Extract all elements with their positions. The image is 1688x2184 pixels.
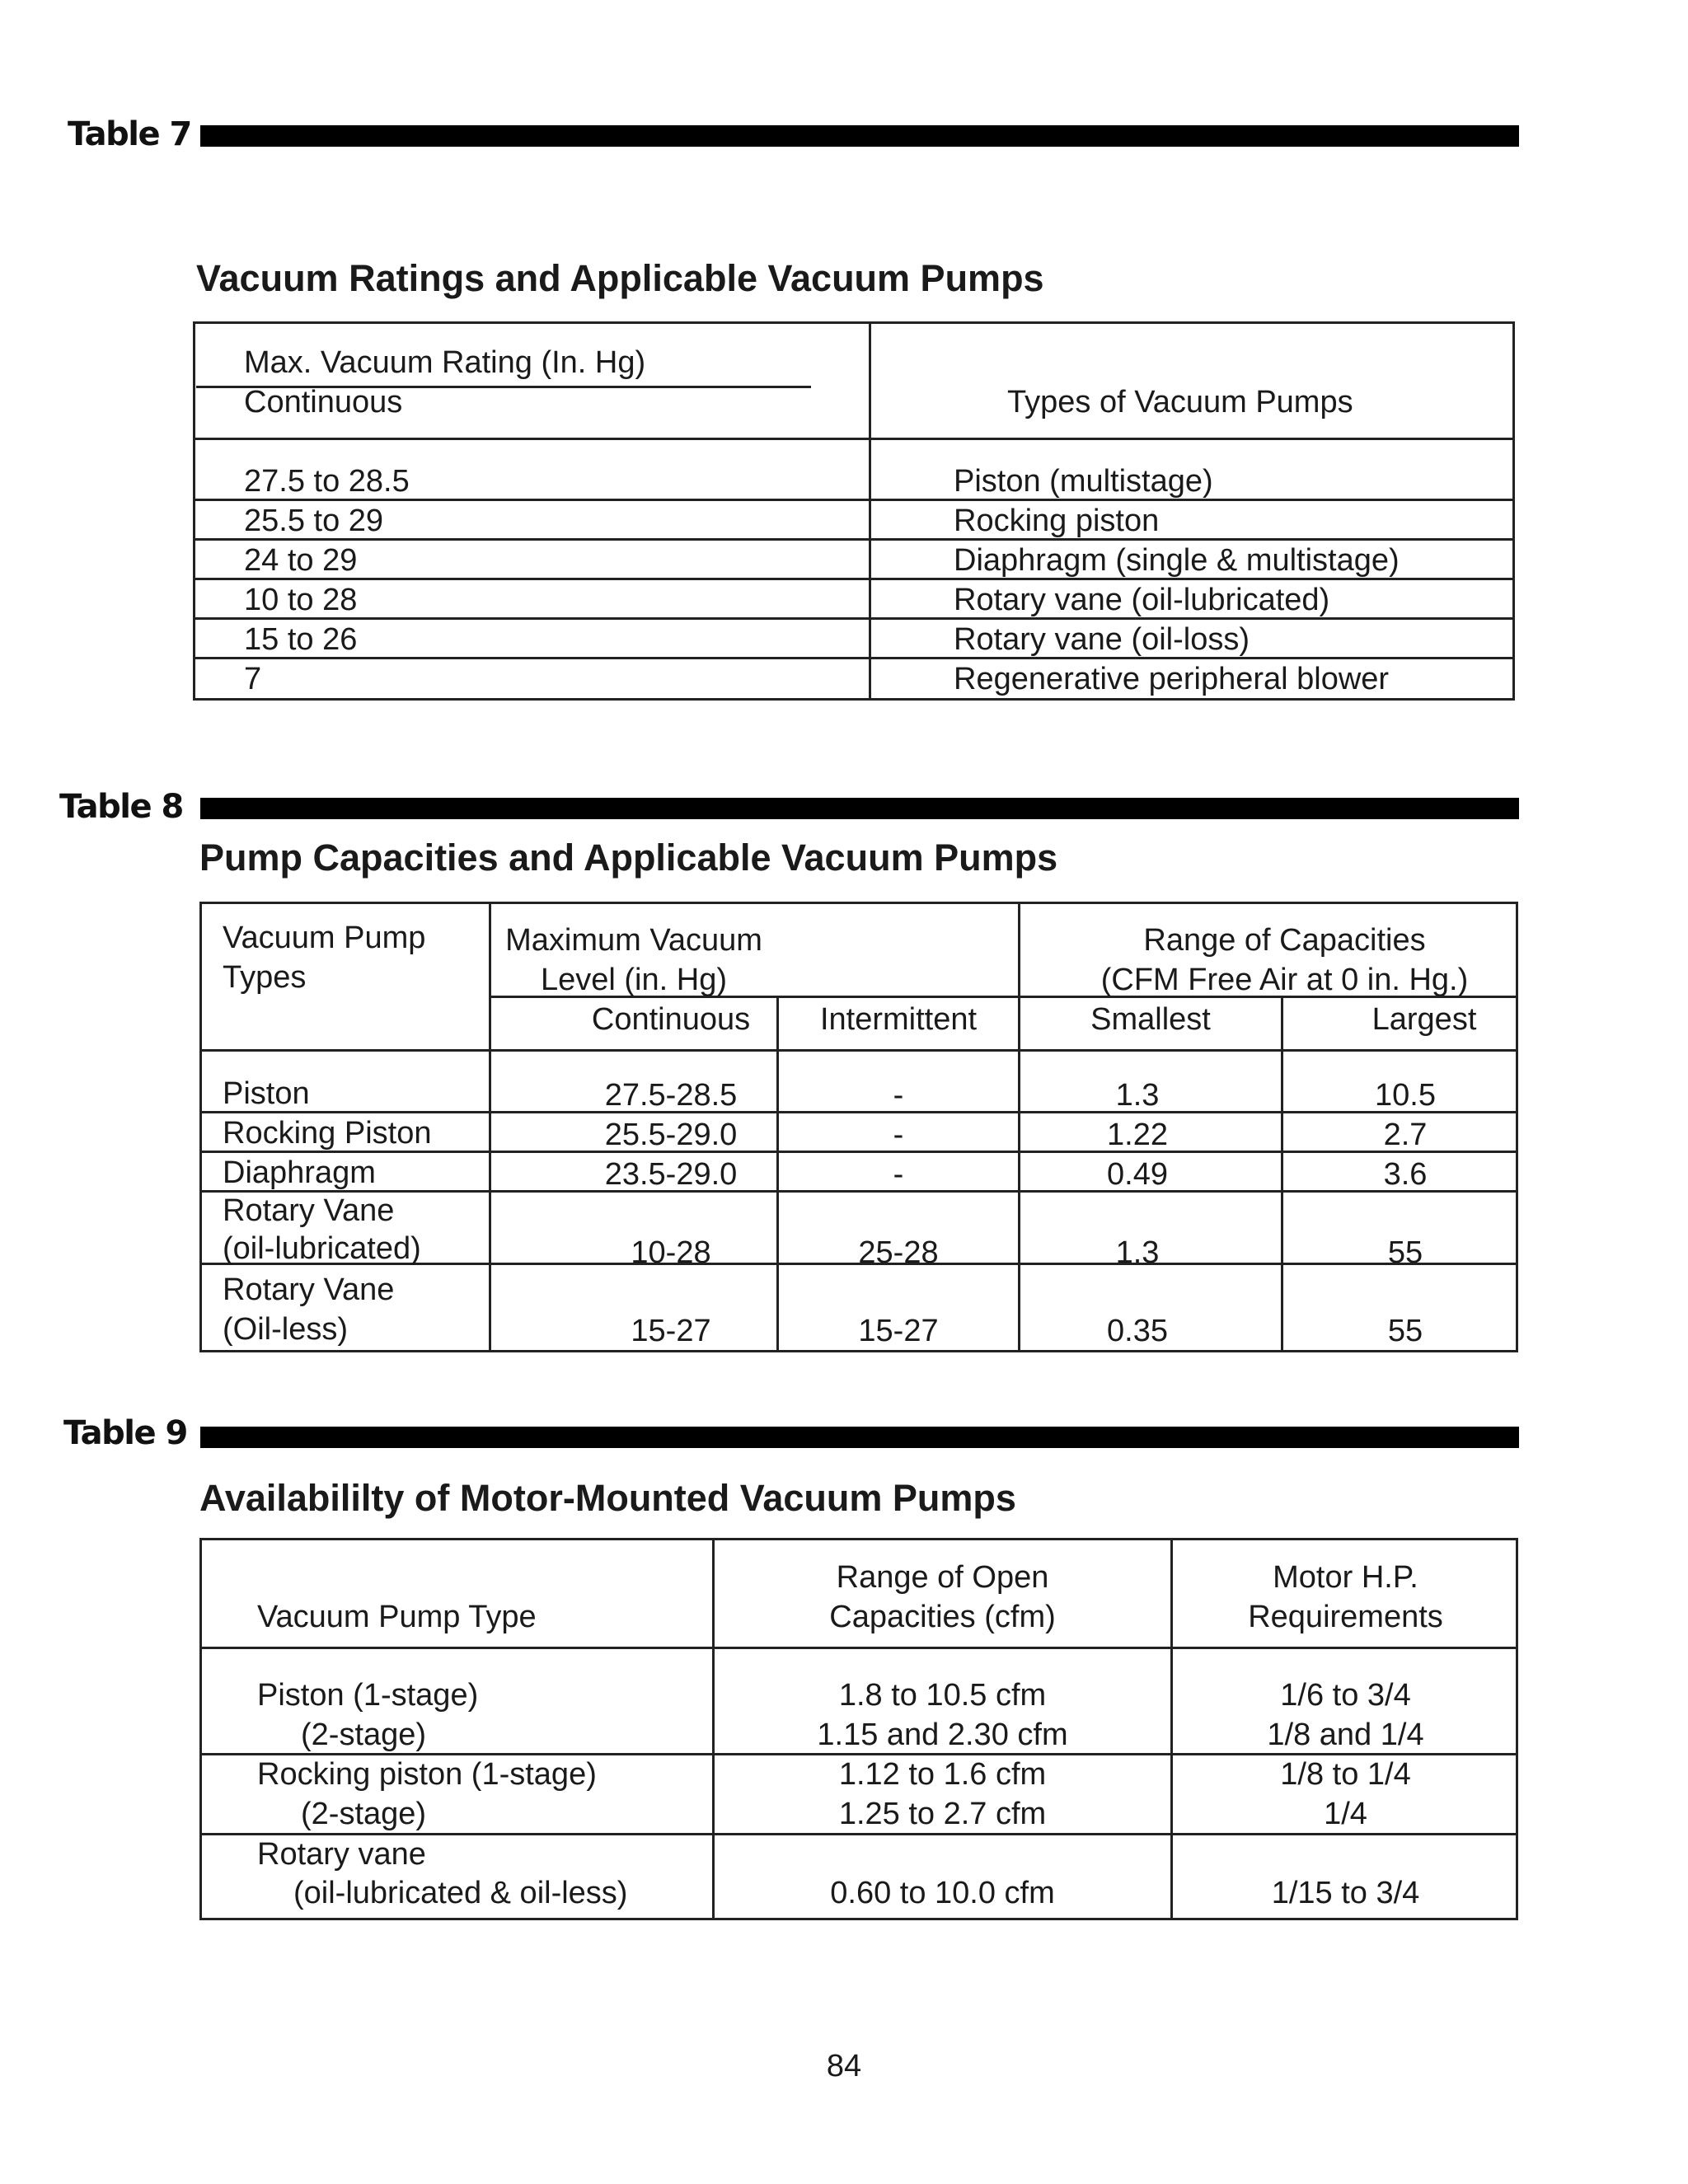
table-7-pump-type: Regenerative peripheral blower xyxy=(954,662,1390,696)
table-8-continuous: 10-28 xyxy=(631,1235,711,1270)
table-8-title: Pump Capacities and Applicable Vacuum Pumps xyxy=(199,837,1058,879)
table-9-capacity: 1.8 to 10.5 cfm xyxy=(838,1678,1047,1713)
table-9-title: Availabililty of Motor-Mounted Vacuum Pumps xyxy=(199,1477,1016,1519)
table-8-largest: 2.7 xyxy=(1383,1118,1428,1152)
table-8-smallest: 1.3 xyxy=(1115,1235,1160,1270)
table-9-label: Table 9 xyxy=(63,1414,187,1452)
table-8-header-types: Types xyxy=(223,960,307,995)
table-8-pump-type: Rocking Piston xyxy=(223,1116,432,1151)
table-8-header-smallest: Smallest xyxy=(1090,1002,1211,1037)
table-8-pump-type: Rotary Vane xyxy=(223,1193,395,1228)
table-9-motor-hp: 1/4 xyxy=(1324,1797,1367,1831)
table-9-capacity: 0.60 to 10.0 cfm xyxy=(830,1876,1055,1910)
table-9-pump-stage: (2-stage) xyxy=(301,1718,427,1752)
table-8-header-largest: Largest xyxy=(1372,1002,1477,1037)
table-8-continuous: 25.5-29.0 xyxy=(604,1118,738,1152)
page-number: 84 xyxy=(826,2049,862,2083)
table-8-header-range: Range of Capacities xyxy=(1143,923,1426,958)
table-9-pump-stage: (oil-lubricated & oil-less) xyxy=(293,1876,628,1910)
table-8-pump-type-detail: (oil-lubricated) xyxy=(223,1231,421,1266)
table-9-header-type: Vacuum Pump Type xyxy=(257,1600,537,1634)
table-7-title: Vacuum Ratings and Applicable Vacuum Pumps xyxy=(196,257,1044,299)
table-8-intermittent: - xyxy=(893,1118,904,1152)
table-7-pump-type: Piston (multistage) xyxy=(954,464,1213,499)
table-8-intermittent: 25-28 xyxy=(858,1235,939,1270)
table-7-rating: 15 to 26 xyxy=(244,622,358,657)
table-8-largest: 3.6 xyxy=(1383,1157,1428,1192)
table-8-smallest: 0.35 xyxy=(1107,1314,1168,1348)
table-7-header-continuous: Continuous xyxy=(244,385,403,419)
table-8-label: Table 8 xyxy=(59,788,183,826)
table-8-pump-type: Piston xyxy=(223,1076,310,1111)
table-8-largest: 10.5 xyxy=(1375,1078,1436,1113)
table-7-pump-type: Rotary vane (oil-loss) xyxy=(954,622,1250,657)
table-9-pump-type: Piston (1-stage) xyxy=(257,1678,479,1713)
table-8-header-types: Vacuum Pump xyxy=(223,921,426,955)
table-7-header-max-vacuum: Max. Vacuum Rating (In. Hg) xyxy=(244,345,646,380)
table-9-pump-type: Rotary vane xyxy=(257,1837,426,1872)
table-9-motor-hp: 1/15 to 3/4 xyxy=(1271,1876,1420,1910)
table-8-continuous: 23.5-29.0 xyxy=(604,1157,738,1192)
table-8-header-max-vacuum: Maximum Vacuum xyxy=(505,923,762,958)
table-9-capacity: 1.15 and 2.30 cfm xyxy=(817,1718,1068,1752)
table-8-header-max-vacuum: Level (in. Hg) xyxy=(541,963,727,997)
table-7-pump-type: Rocking piston xyxy=(954,504,1160,538)
table-8-pump-type-detail: (Oil-less) xyxy=(223,1312,348,1347)
table-9-header-capacity: Capacities (cfm) xyxy=(829,1600,1056,1634)
table-7-label: Table 7 xyxy=(68,115,191,153)
table-7-rating: 27.5 to 28.5 xyxy=(244,464,410,499)
table-8-header-intermittent: Intermittent xyxy=(819,1002,978,1037)
table-9-capacity: 1.25 to 2.7 cfm xyxy=(838,1797,1047,1831)
table-8-header-range: (CFM Free Air at 0 in. Hg.) xyxy=(1100,963,1469,997)
table-8-pump-type: Diaphragm xyxy=(223,1155,376,1190)
table-8-smallest: 1.3 xyxy=(1115,1078,1160,1113)
table-7-pump-type: Diaphragm (single & multistage) xyxy=(954,543,1400,578)
table-8-largest: 55 xyxy=(1387,1314,1423,1348)
table-9-motor-hp: 1/6 to 3/4 xyxy=(1280,1678,1411,1713)
table-8-intermittent: - xyxy=(893,1078,904,1113)
table-7-rating: 10 to 28 xyxy=(244,583,358,617)
table-7-rating: 25.5 to 29 xyxy=(244,504,384,538)
table-7-header-bottom xyxy=(193,438,1515,440)
table-9-rule xyxy=(200,1427,1519,1448)
table-7-divider xyxy=(869,321,871,701)
table-8-pump-type: Rotary Vane xyxy=(223,1272,395,1307)
table-9-header-motor: Motor H.P. xyxy=(1273,1560,1418,1595)
table-7-rule xyxy=(200,125,1519,147)
table-8-smallest: 0.49 xyxy=(1107,1157,1168,1192)
table-8-continuous: 27.5-28.5 xyxy=(604,1078,738,1113)
table-8-header-continuous: Continuous xyxy=(591,1002,751,1037)
table-9-header-motor: Requirements xyxy=(1248,1600,1443,1634)
table-9-header-capacity: Range of Open xyxy=(836,1560,1049,1595)
table-7-pump-type: Rotary vane (oil-lubricated) xyxy=(954,583,1330,617)
table-9-pump-type: Rocking piston (1-stage) xyxy=(257,1757,597,1792)
table-8-rule xyxy=(200,798,1519,819)
table-8-largest: 55 xyxy=(1387,1235,1423,1270)
table-8-smallest: 1.22 xyxy=(1107,1118,1168,1152)
table-7-header-pump-types: Types of Vacuum Pumps xyxy=(1007,385,1353,419)
table-9-motor-hp: 1/8 to 1/4 xyxy=(1280,1757,1411,1792)
table-8-continuous: 15-27 xyxy=(631,1314,711,1348)
table-8-intermittent: - xyxy=(893,1157,904,1192)
table-9-pump-stage: (2-stage) xyxy=(301,1797,427,1831)
table-7-rating: 7 xyxy=(244,662,262,696)
table-8-intermittent: 15-27 xyxy=(858,1314,939,1348)
table-9-motor-hp: 1/8 and 1/4 xyxy=(1267,1718,1424,1752)
table-7-rating: 24 to 29 xyxy=(244,543,358,578)
table-9-capacity: 1.12 to 1.6 cfm xyxy=(838,1757,1047,1792)
